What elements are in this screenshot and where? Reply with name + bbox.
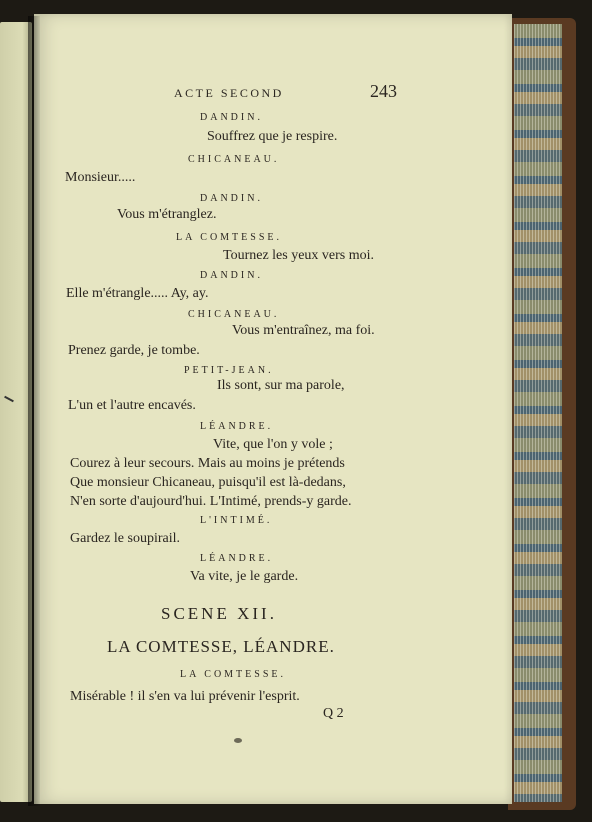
ink-speck — [234, 738, 242, 743]
verse-line: Elle m'étrangle..... Ay, ay. — [66, 286, 209, 301]
speaker-name: CHICANEAU. — [188, 154, 280, 165]
verse-line: Gardez le soupirail. — [70, 531, 181, 546]
verse-line: Souffrez que je respire. — [207, 129, 338, 144]
running-title: ACTE SECOND — [174, 86, 284, 100]
speaker-name: DANDIN. — [200, 270, 263, 281]
scene-heading: SCENE XII. — [161, 604, 277, 623]
verse-line: Va vite, je le garde. — [190, 569, 299, 584]
scene-characters: LA COMTESSE, LÉANDRE. — [107, 637, 335, 656]
speaker-name: L'INTIMÉ. — [200, 515, 273, 526]
speaker-name: LA COMTESSE. — [180, 669, 287, 680]
verse-line: Vous m'entraînez, ma foi. — [232, 323, 375, 338]
verse-line: N'en sorte d'aujourd'hui. L'Intimé, prends-y garde. — [70, 494, 352, 509]
spine-shadow — [28, 16, 40, 806]
verse-line: Que monsieur Chicaneau, puisqu'il est là-dedans, — [70, 475, 346, 490]
verse-line: Vous m'étranglez. — [117, 207, 217, 222]
signature-mark: Q 2 — [323, 706, 344, 721]
verse-line: Misérable ! il s'en va lui prévenir l'esprit. — [70, 689, 300, 704]
speaker-name: LÉANDRE. — [200, 553, 274, 564]
verse-line: Tournez les yeux vers moi. — [223, 248, 375, 263]
verse-line: L'un et l'autre encavés. — [68, 398, 196, 413]
speaker-name: LÉANDRE. — [200, 421, 274, 432]
verse-line: Prenez garde, je tombe. — [68, 343, 200, 358]
speaker-name: PETIT-JEAN. — [184, 365, 274, 376]
page-number: 243 — [370, 81, 397, 101]
speaker-name: DANDIN. — [200, 112, 263, 123]
verse-line: Courez à leur secours. Mais au moins je prétends — [70, 456, 345, 471]
verse-line: Ils sont, sur ma parole, — [217, 378, 345, 393]
marbled-page-edges — [514, 24, 562, 802]
speaker-name: DANDIN. — [200, 193, 263, 204]
verse-line: Monsieur..... — [65, 170, 136, 185]
speaker-name: LA COMTESSE. — [176, 232, 283, 243]
verse-line: Vite, que l'on y vole ; — [213, 437, 333, 452]
speaker-name: CHICANEAU. — [188, 309, 280, 320]
